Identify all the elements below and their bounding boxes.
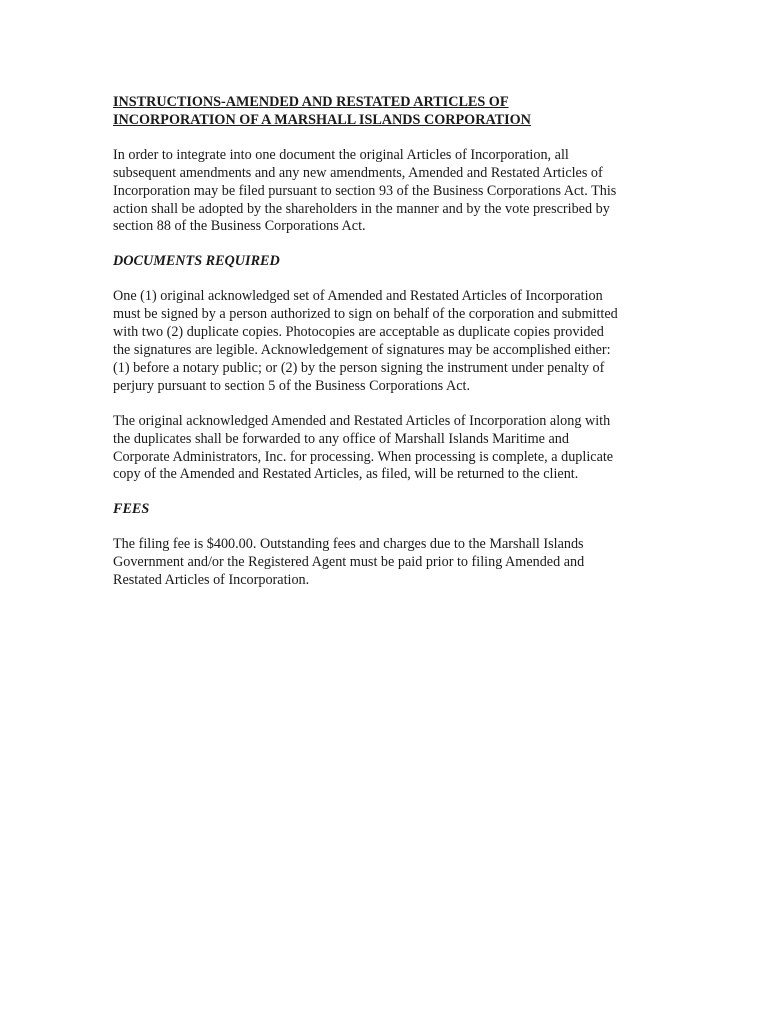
text-line: action shall be adopted by the shareholders in the manner and by the vote prescribed by [113, 200, 610, 217]
text-line: One (1) original acknowledged set of Amended and Restated Articles of Incorporation [113, 288, 603, 305]
text-line: Government and/or the Registered Agent must be paid prior to filing Amended and [113, 554, 585, 571]
text-line: (1) before a notary public; or (2) by the person signing the instrument under penalty of [113, 359, 605, 376]
text-line: Incorporation may be filed pursuant to section 93 of the Business Corporations Act. This [113, 182, 617, 199]
text-line: the signatures are legible. Acknowledgement of signatures may be accomplished either: [113, 341, 611, 358]
text-line: The original acknowledged Amended and Restated Articles of Incorporation along with [113, 412, 611, 429]
text-line: Corporate Administrators, Inc. for processing. When processing is complete, a duplicate [113, 448, 614, 465]
fees-paragraph [113, 536, 673, 590]
text-line: the duplicates shall be forwarded to any office of Marshall Islands Maritime and [113, 430, 569, 447]
documents-paragraph-2 [113, 413, 673, 485]
text-line: The filing fee is $400.00. Outstanding fees and charges due to the Marshall Islands [113, 536, 584, 553]
documents-paragraph-1 [113, 288, 673, 395]
text-line: copy of the Amended and Restated Articles, as filed, will be returned to the client. [113, 466, 579, 483]
text-line: In order to integrate into one document the original Articles of Incorporation, all [113, 146, 569, 163]
documents-required-heading: DOCUMENTS REQUIRED [113, 253, 280, 270]
text-line: with two (2) duplicate copies. Photocopies are acceptable as duplicate copies provided [113, 324, 604, 341]
text-line: must be signed by a person authorized to sign on behalf of the corporation and submitted [113, 306, 618, 323]
text-line: Restated Articles of Incorporation. [113, 572, 310, 589]
text-line: section 88 of the Business Corporations Act. [113, 218, 366, 235]
fees-heading: FEES [113, 501, 150, 518]
intro-paragraph [113, 147, 673, 237]
title-line: INCORPORATION OF A MARSHALL ISLANDS CORPORATION [113, 111, 531, 128]
document-title [113, 94, 673, 130]
text-line: perjury pursuant to section 5 of the Business Corporations Act. [113, 377, 471, 394]
title-line: INSTRUCTIONS-AMENDED AND RESTATED ARTICLES OF [113, 94, 509, 110]
text-line: subsequent amendments and any new amendments, Amended and Restated Articles of [113, 164, 603, 181]
document-body [113, 94, 673, 607]
